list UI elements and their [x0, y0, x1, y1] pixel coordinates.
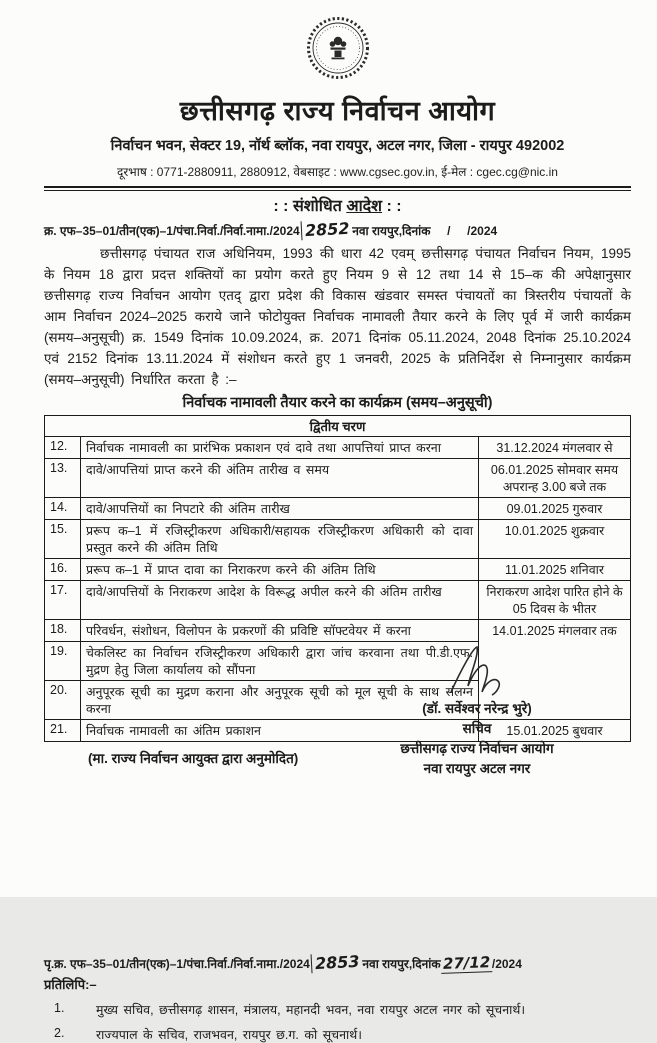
date-cell-merged: 14.01.2025 मंगलवार तक — [479, 620, 631, 720]
row-number: 15. — [45, 520, 81, 559]
date-cell: 10.01.2025 शुक्रवार — [479, 520, 631, 559]
copy-number: 2. — [54, 1026, 65, 1041]
signature-scribble-icon — [327, 642, 627, 701]
signatory-org: छत्तीसगढ़ राज्य निर्वाचन आयोग — [400, 741, 554, 756]
order-title-suffix: : : — [382, 198, 402, 215]
row-number: 21. — [45, 720, 81, 742]
reference-place-date: नवा रायपुर,दिनांक / /2024 — [352, 224, 498, 238]
activity-cell: चेकलिस्ट का निर्वाचन रजिस्ट्रीकरण अधिकारी द्वारा जांच करवाना तथा पी.डी.एफ. मुद्रण हेतु जिला कार्यालय को सौंपना — [81, 642, 479, 681]
copy-number: 1. — [54, 1001, 65, 1016]
activity-cell: दावे/आपत्तियां प्राप्त करने की अंतिम तारीख व समय — [81, 459, 479, 498]
handwritten-date: 27/12 — [440, 953, 492, 974]
emblem-seal — [44, 16, 631, 85]
approval-note: (मा. राज्य निर्वाचन आयुक्त द्वारा अनुमोदित) — [88, 751, 299, 767]
activity-cell: परिवर्धन, संशोधन, विलोपन के प्रकरणों की प्रविष्टि सॉफ्टवेयर में करना — [81, 620, 479, 642]
activity-cell: अनुपूरक सूची का मुद्रण कराना और अनुपूरक सूची को मूल सूची के साथ संलग्न करना — [81, 681, 479, 720]
endorsement-reference-number: पृ.क्र. एफ–35–01/तीन(एक)–1/पंचा.निर्वा./निर्वा.नामा./2024 — [44, 957, 310, 972]
endorsement-line — [44, 953, 631, 973]
signature-block — [327, 642, 627, 777]
reference-line — [44, 220, 631, 239]
date-cell: 09.01.2025 गुरुवार — [479, 498, 631, 520]
row-number: 17. — [45, 581, 81, 620]
activity-cell: निर्वाचक नामावली का अंतिम प्रकाशन — [81, 720, 479, 742]
table-row — [45, 498, 631, 520]
order-body-paragraph: छत्तीसगढ़ पंचायत राज अधिनियम, 1993 की धारा 42 एवम् छत्तीसगढ़ पंचायत निर्वाचन नियम, 1995 के नियम 18 द्वारा प्रदत्त शक्तियों का प्रयोग करते हुए नियम 9 से 12 तथा 14 से 15–क की अपेक्षानुसार छत्तीसगढ़ राज्य निर्वाचन आयोग एतद् द्वारा प्रदेश की विकास खंडवार समस्त पंचायतों का त्रिस्तरीय पंचायतों के आम निर्वाचन 2024–2025 कराये जाने फोटोयुक्त निर्वाचक नामावली तैयार करने के लिए पूर्व में जारी कार्यक्रम (समय–अनुसूची) क्र. 1549 दिनांक 10.09.2024, क्र. 2071 दिनांक 05.11.2024, 2048 दिनांक 25.10.2024 एवं 2152 दिनांक 13.11.2024 में संशोधन करते हुए 1 जनवरी, 2025 के प्रतिनिर्देश से निम्नानुसार कार्यक्रम (समय–अनुसूची) निर्धारित करता है :– — [44, 246, 631, 388]
copy-item — [44, 1026, 631, 1043]
date-cell: 11.01.2025 शनिवार — [479, 559, 631, 581]
order-title — [44, 194, 631, 216]
table-row — [45, 459, 631, 498]
reference-number: क्र. एफ–35–01/तीन(एक)–1/पंचा.निर्वा./निर्वा.नामा./2024 — [44, 224, 300, 238]
copies-label: प्रतिलिपि:– — [44, 977, 97, 993]
copy-text: मुख्य सचिव, छत्तीसगढ़ शासन, मंत्रालय, महानदी भवन, नवा रायपुर अटल नगर को सूचनार्थ। — [96, 1003, 526, 1018]
table-row — [45, 520, 631, 559]
activity-cell: प्ररूप क–1 में प्राप्त दावा का निराकरण करने की अंतिम तिथि — [81, 559, 479, 581]
table-row — [45, 581, 631, 620]
handwritten-dispatch-number: 2852 — [300, 219, 351, 241]
row-number: 13. — [45, 459, 81, 498]
phase-header-row — [45, 416, 631, 437]
activity-cell: दावे/आपत्तियों का निपटारे की अंतिम तारीख — [81, 498, 479, 520]
org-name: छत्तीसगढ़ राज्य निर्वाचन आयोग — [179, 96, 496, 126]
address-line: निर्वाचन भवन, सेक्टर 19, नॉर्थ ब्लॉक, नवा रायपुर, अटल नगर, जिला - रायपुर 492002 — [110, 138, 565, 154]
date-cell: 06.01.2025 सोमवार समय अपरान्ह 3.00 बजे तक — [479, 459, 631, 498]
table-row — [45, 437, 631, 459]
date-cell: 31.12.2024 मंगलवार से — [479, 437, 631, 459]
row-number: 19. — [45, 642, 81, 681]
schedule-title: निर्वाचक नामावली तैयार करने का कार्यक्रम (समय–अनुसूची) — [182, 395, 493, 412]
activity-cell: प्ररूप क–1 में रजिस्ट्रीकरण अधिकारी/सहायक रजिस्ट्रीकरण अधिकारी को दावा प्रस्तुत करने की अंतिम तिथि — [81, 520, 479, 559]
contact-line: दूरभाष : 0771-2880911, 2880912, वेबसाइट : www.cgsec.gov.in, ई-मेल : cgec.cg@nic.in — [117, 165, 558, 179]
header-divider — [44, 186, 631, 191]
table-row — [45, 559, 631, 581]
row-number: 14. — [45, 498, 81, 520]
row-number: 12. — [45, 437, 81, 459]
table-row — [45, 620, 631, 642]
phase-header: द्वितीय चरण — [45, 416, 631, 437]
copy-text: राज्यपाल के सचिव, राजभवन, रायपुर छ.ग. को सूचनार्थ। — [96, 1028, 362, 1043]
signatory-designation: सचिव — [462, 721, 492, 736]
date-cell: निराकरण आदेश पारित होने के 05 दिवस के भीतर — [479, 581, 631, 620]
row-number: 18. — [45, 620, 81, 642]
signatory-place: नवा रायपुर अटल नगर — [423, 761, 531, 776]
signatory-name: (डॉ. सर्वेश्वर नरेन्द्र भुरे) — [422, 701, 532, 716]
endorsement-place: नवा रायपुर,दिनांक — [362, 957, 441, 972]
handwritten-dispatch-number-2: 2853 — [310, 952, 361, 974]
activity-cell: दावे/आपत्तियों के निराकरण आदेश के विरूद्ध अपील करने की अंतिम तारीख — [81, 581, 479, 620]
row-number: 16. — [45, 559, 81, 581]
order-title-word: आदेश — [346, 198, 383, 215]
activity-cell: निर्वाचक नामावली का प्रारंभिक प्रकाशन एवं दावे तथा आपत्तियां प्राप्त करना — [81, 437, 479, 459]
endorsement-year: /2024 — [491, 957, 522, 972]
row-number: 20. — [45, 681, 81, 720]
ashoka-emblem-icon — [306, 16, 370, 80]
order-title-prefix: : : संशोधित — [273, 198, 347, 215]
date-cell: 15.01.2025 बुधवार — [479, 720, 631, 742]
copy-item — [44, 1001, 631, 1018]
